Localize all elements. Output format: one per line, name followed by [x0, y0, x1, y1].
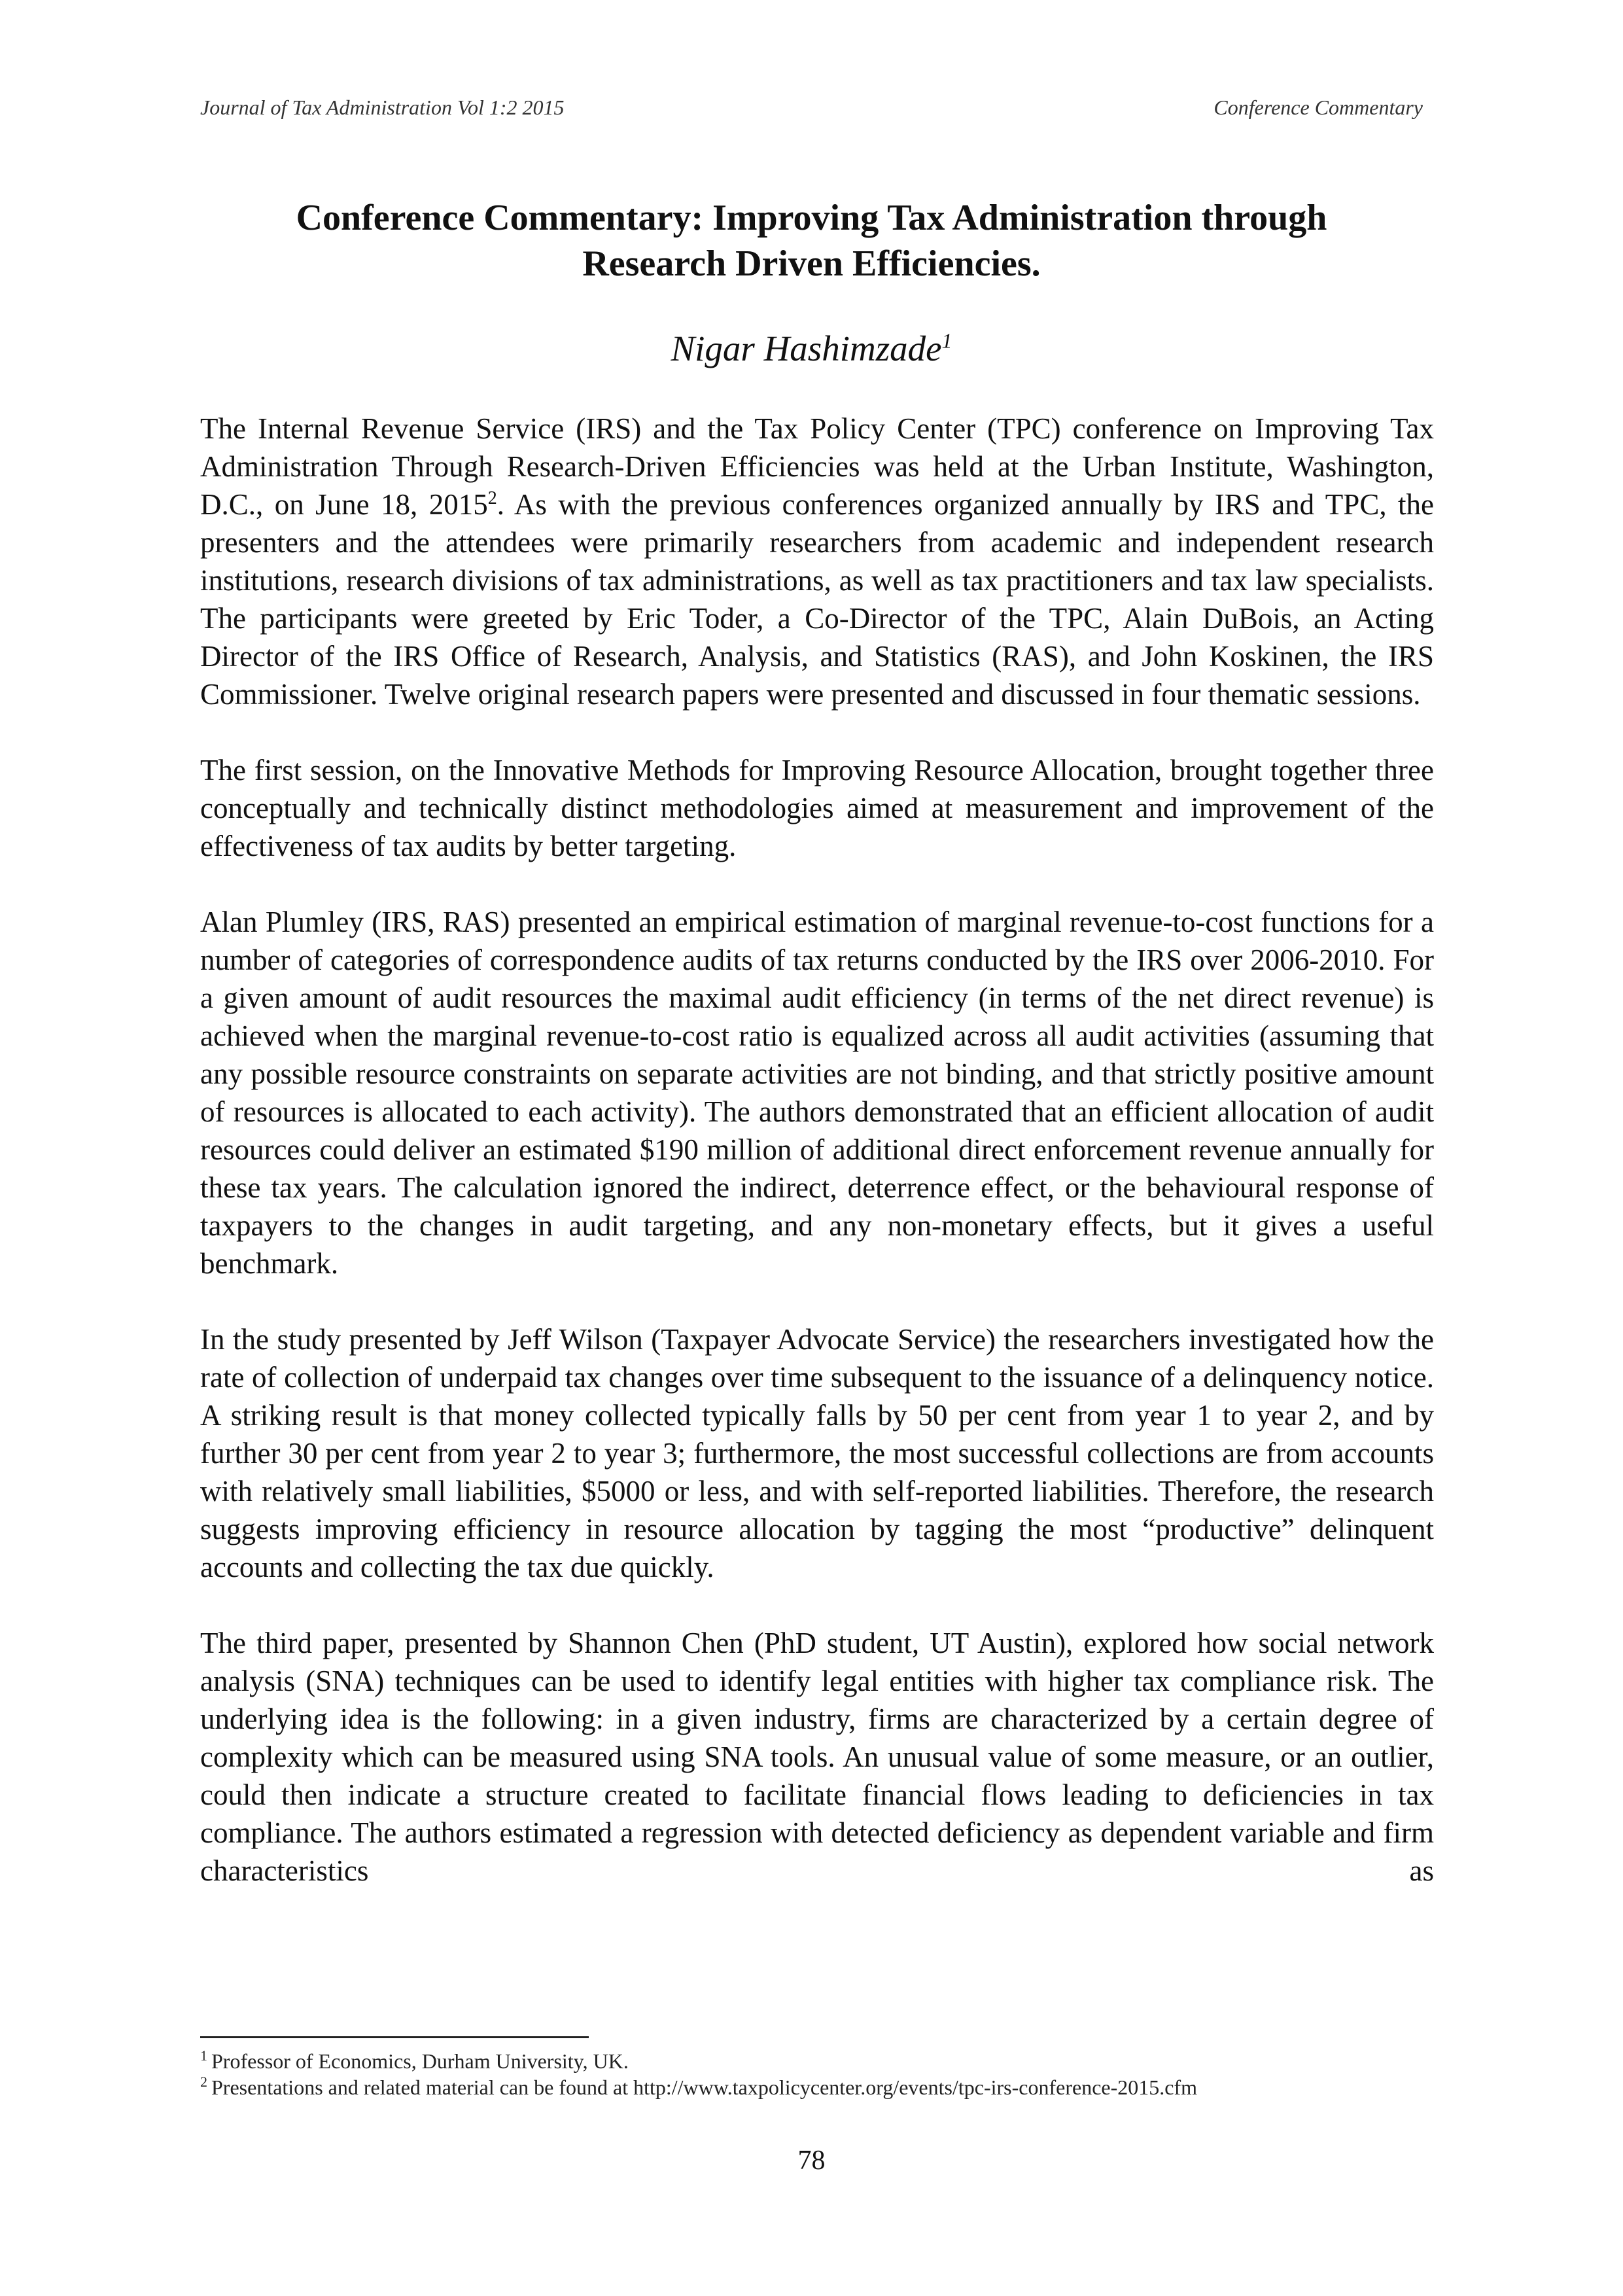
footnote-1-mark: 1 — [200, 2047, 207, 2064]
article-title-line-2: Research Driven Efficiencies. — [582, 243, 1041, 284]
footnote-2 — [200, 2074, 1434, 2100]
paragraph-1 — [200, 410, 1434, 713]
paragraph-1-text-b: . As with the previous conferences organized annually by IRS and TPC, the presenters and the attendees were primarily researchers from academic and independent research institutions, research divisions of tax administrations, as well as tax practitioners and tax law specialists. The participants were greeted by Eric Toder, a Co-Director of the TPC, Alain DuBois, an Acting Director of the IRS Office of Research, Analysis, and Statistics (RAS), and John Koskinen, the IRS Commissioner. Twelve original research papers were presented and discussed in four thematic sessions. — [200, 488, 1434, 711]
paragraph-1-text-a: The Internal Revenue Service (IRS) and the Tax Policy Center (TPC) conference on Improving Tax Administration Through Research-Driven Efficiencies was held at the Urban Institute, Washington, D.C., on June 18, 2015 — [200, 412, 1434, 521]
author-footnote-mark: 1 — [941, 328, 952, 353]
section-name: Conference Commentary — [1213, 96, 1423, 119]
article-title-line-1: Conference Commentary: Improving Tax Administration through — [296, 198, 1327, 238]
paragraph-4: In the study presented by Jeff Wilson (Taxpayer Advocate Service) the researchers investigated how the rate of collection of underpaid tax changes over time subsequent to the issuance of a delinquency notice. A striking result is that money collected typically falls by 50 per cent from year 1 to year 2, and by further 30 per cent from year 2 to year 3; furthermore, the most successful collections are from accounts with relatively small liabilities, $5000 or less, and with self-reported liabilities. Therefore, the research suggests improving efficiency in resource allocation by tagging the most “productive” delinquent accounts and collecting the tax due quickly. — [200, 1323, 1434, 1583]
running-header — [200, 96, 1423, 120]
paragraph-2: The first session, on the Innovative Methods for Improving Resource Allocation, brought together three conceptually and technically distinct methodologies aimed at measurement and improvement of the effectiveness of tax audits by better targeting. — [200, 754, 1434, 862]
journal-name: Journal of Tax Administration Vol 1:2 2015 — [200, 96, 565, 119]
footnote-divider — [200, 2036, 589, 2038]
footnotes — [200, 2048, 1434, 2100]
author-line — [200, 326, 1423, 372]
footnote-2-mark: 2 — [200, 2074, 207, 2091]
footnote-1 — [200, 2048, 1434, 2074]
footnote-ref-2: 2 — [487, 488, 497, 508]
footnote-2-text: Presentations and related material can be found at http://www.taxpolicycenter.org/events/tpc-irs-conference-2015.cfm — [211, 2075, 1197, 2099]
paragraph-3: Alan Plumley (IRS, RAS) presented an empirical estimation of marginal revenue-to-cost functions for a number of categories of correspondence audits of tax returns conducted by the IRS over 2006-2010. For a given amount of audit resources the maximal audit efficiency (in terms of the net direct revenue) is achieved when the marginal revenue-to-cost ratio is equalized across all audit activities (assuming that any possible resource constraints on separate activities are not binding, and that strictly positive amount of resources is allocated to each activity). The authors demonstrated that an efficient allocation of audit resources could deliver an estimated $190 million of additional direct enforcement revenue annually for these tax years. The calculation ignored the indirect, deterrence effect, or the behavioural response of taxpayers to the changes in audit targeting, and any non-monetary effects, but it gives a useful benchmark. — [200, 906, 1434, 1280]
paragraph-5: The third paper, presented by Shannon Chen (PhD student, UT Austin), explored how social network analysis (SNA) techniques can be used to identify legal entities with higher tax compliance risk. The underlying idea is the following: in a given industry, firms are characterized by a certain degree of complexity which can be measured using SNA tools. An unusual value of some measure, or an outlier, could then indicate a structure created to facilitate financial flows leading to deficiencies in tax compliance. The authors estimated a regression with detected deficiency as dependent variable and firm characteristics as — [200, 1627, 1434, 1887]
article-title — [200, 195, 1423, 287]
author-name: Nigar Hashimzade — [671, 328, 942, 368]
article-body — [200, 410, 1434, 1890]
footnote-1-text: Professor of Economics, Durham University, UK. — [211, 2049, 629, 2073]
page-number: 78 — [797, 2146, 826, 2176]
